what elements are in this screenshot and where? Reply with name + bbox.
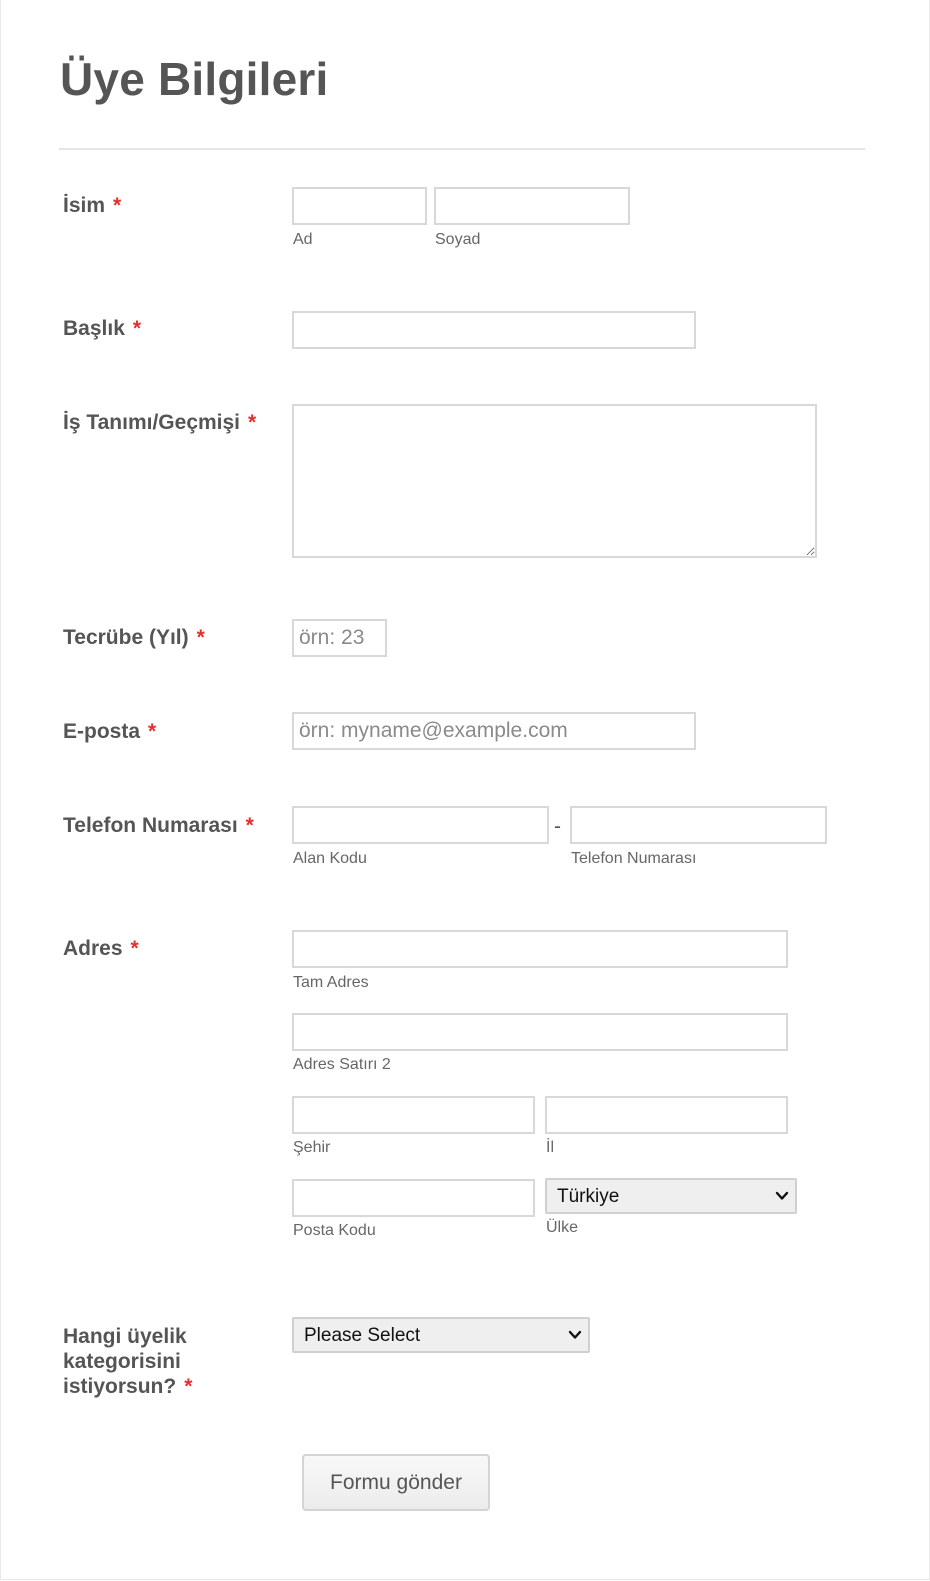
chevron-down-icon [775, 1189, 789, 1203]
chevron-down-icon [568, 1328, 582, 1342]
phone-number-input[interactable] [570, 806, 827, 844]
address-line2-input[interactable] [292, 1013, 788, 1051]
job-label-text: İş Tanımı/Geçmişi [63, 411, 241, 434]
phone-label [63, 813, 254, 838]
name-label-text: İsim [63, 194, 106, 217]
experience-input[interactable] [292, 619, 387, 657]
country-select[interactable] [545, 1178, 797, 1214]
postal-code-input[interactable] [292, 1179, 535, 1217]
required-mark: * [184, 1375, 193, 1398]
job-label [63, 410, 256, 435]
heading-label-text: Başlık [63, 317, 125, 340]
address-label-text: Adres [63, 937, 123, 960]
city-input[interactable] [292, 1096, 535, 1134]
required-mark: * [148, 720, 157, 743]
required-mark: * [248, 411, 257, 434]
membership-label-line3-wrap [63, 1374, 192, 1399]
street-address-sublabel: Tam Adres [293, 974, 369, 991]
country-sublabel: Ülke [546, 1219, 579, 1236]
last-name-sublabel: Soyad [435, 231, 481, 248]
area-code-input[interactable] [292, 806, 549, 844]
membership-label-line1: Hangi üyelik [63, 1325, 187, 1348]
heading-input[interactable] [292, 311, 696, 349]
email-input[interactable] [292, 712, 696, 750]
street-address-input[interactable] [292, 930, 788, 968]
required-mark: * [245, 814, 254, 837]
name-label [63, 193, 121, 218]
state-input[interactable] [545, 1096, 788, 1134]
experience-label [63, 625, 205, 650]
membership-selected-value: Please Select [304, 1325, 421, 1346]
required-mark: * [196, 626, 205, 649]
postal-code-sublabel: Posta Kodu [293, 1222, 376, 1239]
heading-label [63, 316, 141, 341]
email-label [63, 719, 156, 744]
phone-separator: - [554, 815, 561, 838]
required-mark: * [130, 937, 139, 960]
first-name-sublabel: Ad [293, 231, 313, 248]
experience-label-text: Tecrübe (Yıl) [63, 626, 189, 649]
first-name-input[interactable] [292, 187, 427, 225]
membership-label-line3: istiyorsun? [63, 1375, 177, 1398]
job-description-textarea[interactable] [292, 404, 817, 558]
submit-button[interactable]: Formu gönder [302, 1454, 490, 1511]
address-label [63, 936, 139, 961]
phone-number-sublabel: Telefon Numarası [571, 850, 697, 867]
email-label-text: E-posta [63, 720, 141, 743]
area-code-sublabel: Alan Kodu [293, 850, 367, 867]
address-line2-sublabel: Adres Satırı 2 [293, 1056, 391, 1073]
title-divider [59, 148, 865, 150]
membership-label [63, 1324, 192, 1399]
required-mark: * [113, 194, 122, 217]
state-sublabel: İl [546, 1139, 554, 1156]
membership-label-line2: kategorisini [63, 1350, 181, 1373]
country-selected-value: Türkiye [557, 1186, 620, 1207]
membership-category-select[interactable] [292, 1317, 590, 1353]
last-name-input[interactable] [434, 187, 630, 225]
required-mark: * [132, 317, 142, 340]
phone-label-text: Telefon Numarası [63, 814, 238, 837]
form-title: Üye Bilgileri [60, 53, 329, 105]
city-sublabel: Şehir [293, 1139, 331, 1156]
